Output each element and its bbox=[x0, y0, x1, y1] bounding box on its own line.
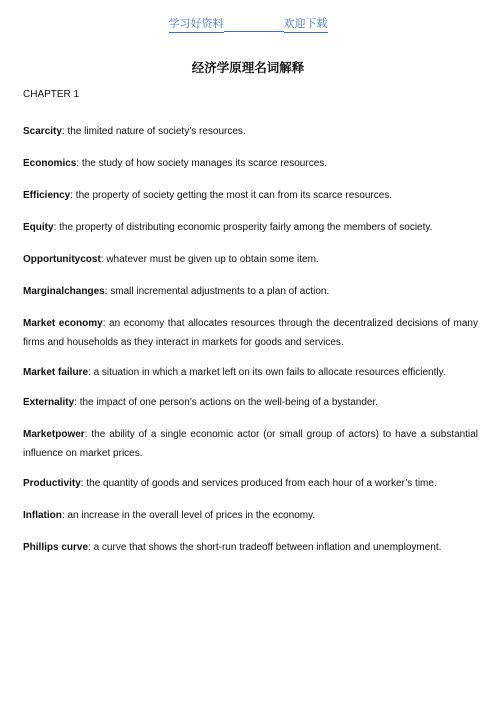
entry-term: Marginalchanges bbox=[23, 286, 105, 297]
entry-term: Market failure bbox=[23, 367, 89, 378]
glossary-entry bbox=[23, 282, 478, 301]
entry-term: Marketpower bbox=[23, 429, 85, 440]
entry-term: Productivity bbox=[23, 478, 81, 489]
glossary-entry bbox=[23, 393, 478, 412]
glossary-entry bbox=[23, 474, 478, 493]
glossary-entry bbox=[23, 218, 478, 237]
entry-term: Opportunitycost bbox=[23, 254, 101, 265]
entry-definition: : an increase in the overall level of prices in the economy. bbox=[61, 510, 316, 521]
entry-definition: : small incremental adjustments to a plan of action. bbox=[104, 286, 330, 297]
entry-term: Efficiency bbox=[23, 190, 71, 201]
page-header bbox=[0, 16, 496, 33]
glossary-list bbox=[23, 122, 478, 570]
entry-term: Inflation bbox=[23, 510, 62, 521]
entry-term: Externality bbox=[23, 397, 75, 408]
entry-definition: : the quantity of goods and services produced from each hour of a worker’s time. bbox=[80, 478, 437, 489]
entry-definition: : the study of how society manages its scarce resources. bbox=[76, 158, 328, 169]
entry-definition: : a curve that shows the short-run tradeoff between inflation and unemployment. bbox=[88, 542, 442, 553]
glossary-entry bbox=[23, 122, 478, 141]
glossary-entry bbox=[23, 154, 478, 173]
document-title: 经济学原理名词解释 bbox=[191, 60, 305, 75]
glossary-entry bbox=[23, 425, 478, 463]
glossary-entry bbox=[23, 538, 478, 557]
glossary-entry bbox=[23, 314, 478, 352]
entry-term: Economics bbox=[23, 158, 77, 169]
entry-term: Market economy bbox=[23, 318, 103, 329]
entry-term: Equity bbox=[23, 222, 54, 233]
entry-definition: : the limited nature of society’s resources. bbox=[61, 126, 246, 137]
chapter-heading: CHAPTER 1 bbox=[23, 89, 80, 100]
entry-term: Scarcity bbox=[23, 126, 62, 137]
glossary-entry bbox=[23, 363, 478, 382]
entry-definition: : the property of distributing economic prosperity fairly among the members of society. bbox=[53, 222, 433, 233]
entry-definition: : the property of society getting the most it can from its scarce resources. bbox=[70, 190, 393, 201]
entry-definition: : a situation in which a market left on its own fails to allocate resources efficiently. bbox=[88, 367, 446, 378]
entry-definition: : the ability of a single economic actor (or small group of actors) to have a substantial influence on market prices. bbox=[23, 429, 478, 459]
glossary-entry bbox=[23, 506, 478, 525]
header-right-text: 欢迎下载 bbox=[284, 16, 328, 33]
entry-term: Phillips curve bbox=[23, 542, 89, 553]
glossary-entry bbox=[23, 186, 478, 205]
glossary-entry bbox=[23, 250, 478, 269]
entry-definition: : the impact of one person’s actions on the well-being of a bystander. bbox=[74, 397, 379, 408]
entry-definition: : an economy that allocates resources through the decentralized decisions of many firms and households as they interact in markets for goods and services. bbox=[23, 318, 478, 348]
header-left-text: 学习好资料 bbox=[169, 16, 224, 33]
entry-definition: : whatever must be given up to obtain some item. bbox=[100, 254, 319, 265]
header-underline-gap bbox=[224, 16, 284, 32]
